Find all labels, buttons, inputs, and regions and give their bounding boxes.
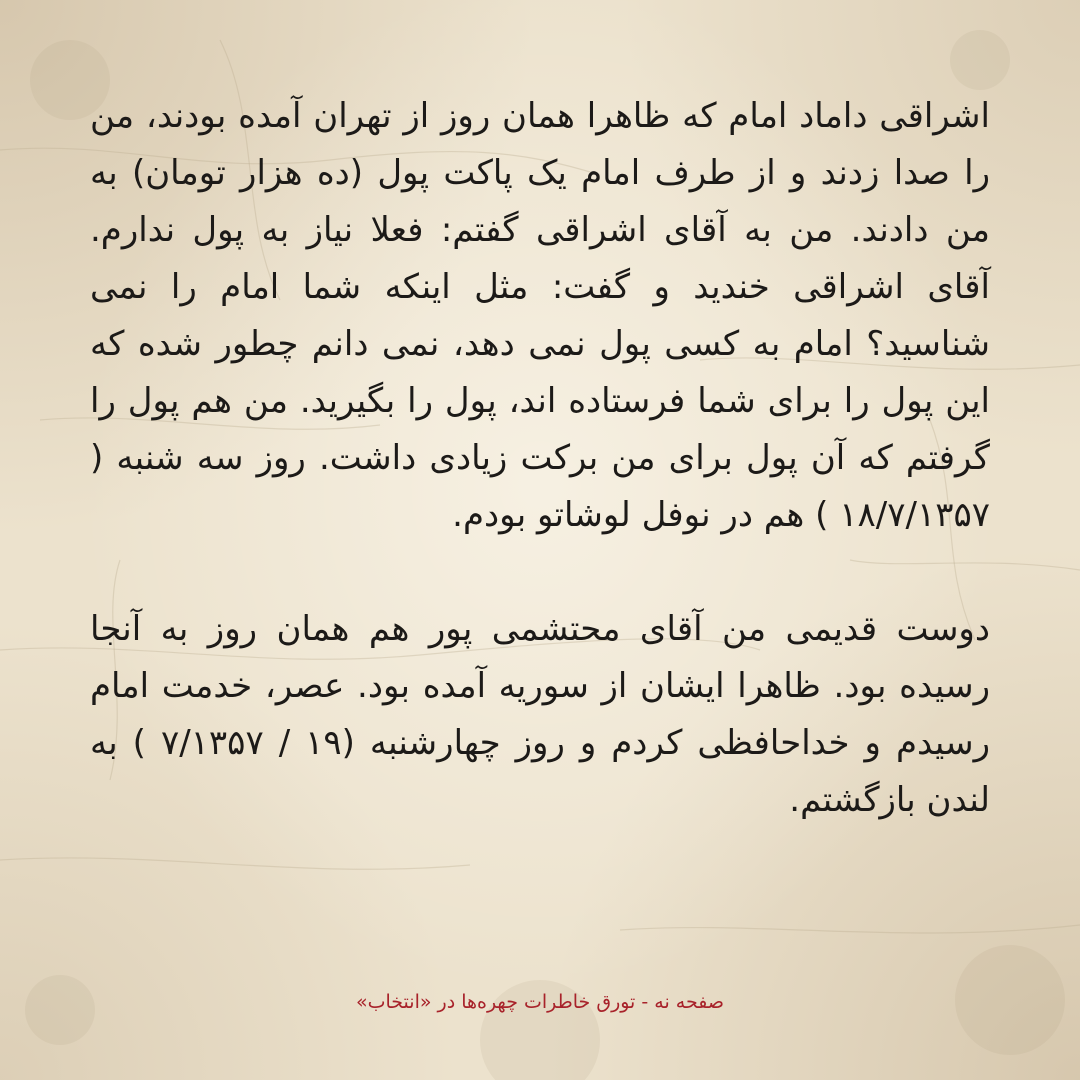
source-caption: صفحه نه - تورق خاطرات چهره‌ها در «انتخاب» xyxy=(355,991,724,1013)
paragraph-1: اشراقی داماد امام که ظاهرا همان روز از تهران آمده بودند، من را صدا زدند و از طرف امام یک پاکت پول (ده هزار تومان) به من دادند. من به آقای اشراقی گفتم: فعلا نیاز به پول ندارم. آقای اشراقی خندید و گفت: مثل اینکه شما امام را نمی شناسید؟ امام به کسی پول نمی دهد، نمی دانم چطور شده که این پول را برای شما فرستاده اند، پول را بگیرید. من هم پول را گرفتم که آن پول برای من برکت زیادی داشت. روز سه شنبه ( ۱۸/۷/۱۳۵۷ ) هم در نوفل لوشاتو بودم. xyxy=(90,96,990,535)
memoir-text xyxy=(90,88,990,829)
paragraph-2: دوست قدیمی من آقای محتشمی پور هم همان روز به آنجا رسیده بود. ظاهرا ایشان از سوریه آمده بود. عصر، خدمت امام رسیدم و خداحافظی کردم و روز چهارشنبه (۱۹ / ۷/۱۳۵۷ ) به لندن بازگشتم. xyxy=(90,609,991,820)
